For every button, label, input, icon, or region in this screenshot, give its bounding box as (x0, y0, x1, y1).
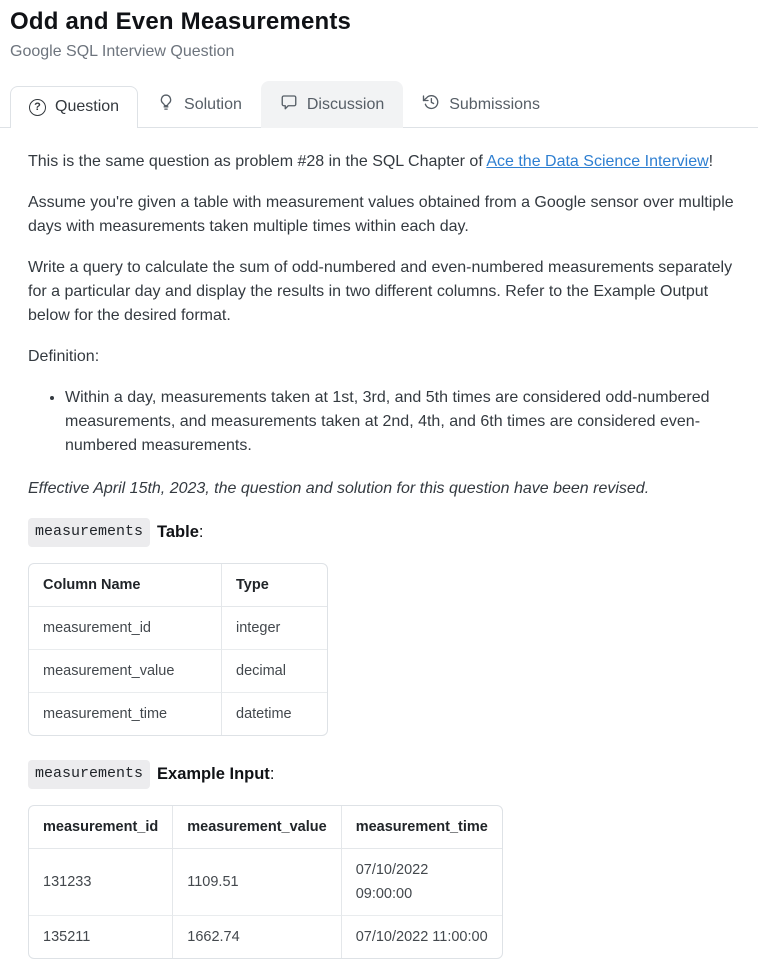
column-header: measurement_time (342, 806, 502, 849)
tab-submissions[interactable] (403, 81, 559, 128)
column-header: measurement_value (173, 806, 341, 849)
column-header: Column Name (29, 564, 222, 607)
cell-column-name: measurement_value (29, 650, 222, 693)
lightbulb-icon (157, 93, 175, 116)
cell-measurement-time: 07/10/2022 09:00:00 (342, 849, 502, 916)
table-name-code: measurements (28, 518, 150, 547)
schema-heading-label: Table (157, 523, 199, 541)
example-section-heading (28, 760, 736, 789)
definition-list (28, 386, 736, 458)
tab-solution[interactable] (138, 81, 261, 128)
context-paragraph: Assume you're given a table with measurement values obtained from a Google sensor over multiple days with measurements taken multiple times within each day. (28, 194, 734, 235)
schema-section-heading (28, 518, 736, 547)
table-row (29, 607, 327, 650)
table-row (29, 849, 502, 916)
page-title: Odd and Even Measurements (10, 8, 352, 35)
tab-discussion[interactable] (261, 81, 403, 128)
schema-table (28, 563, 328, 736)
table-row (29, 916, 502, 958)
cell-type: decimal (222, 650, 327, 693)
task-paragraph: Write a query to calculate the sum of odd-numbered and even-numbered measurements separately for a particular day and display the results in two different columns. Refer to the Example Output below for the desired format. (28, 259, 733, 324)
tab-solution-label: Solution (184, 95, 242, 113)
table-name-code: measurements (28, 760, 150, 789)
tab-submissions-label: Submissions (449, 95, 540, 113)
definition-label: Definition: (28, 348, 100, 365)
intro-paragraph (28, 150, 736, 174)
table-header-row (29, 806, 502, 849)
question-circle-icon: ? (29, 99, 46, 116)
history-icon (422, 93, 440, 116)
tab-question[interactable] (10, 86, 138, 128)
tab-question-label: Question (55, 98, 120, 115)
intro-text-suffix: ! (708, 153, 714, 170)
cell-measurement-value: 1662.74 (173, 916, 341, 958)
table-header-row (29, 564, 327, 607)
book-link[interactable]: Ace the Data Science Interview (486, 153, 709, 170)
question-panel (0, 128, 758, 959)
example-heading-label: Example Input (157, 765, 270, 783)
chat-bubble-icon (280, 93, 298, 116)
example-input-table (28, 805, 503, 959)
schema-heading-colon: : (198, 523, 204, 541)
page-header (0, 0, 758, 61)
revision-note: Effective April 15th, 2023, the question and solution for this question have been revised. (28, 480, 650, 497)
definition-item: • Within a day, measurements taken at 1st, 3rd, and 5th times are considered odd-numbered measurements, and measurements taken at 2nd, 4th, and 6th times are considered even-numbered measurements. (65, 386, 736, 458)
cell-measurement-id: 135211 (29, 916, 173, 958)
cell-column-name: measurement_time (29, 693, 222, 735)
table-row (29, 693, 327, 735)
table-row (29, 650, 327, 693)
cell-measurement-value: 1109.51 (173, 849, 341, 916)
cell-type: integer (222, 607, 327, 650)
cell-column-name: measurement_id (29, 607, 222, 650)
cell-measurement-id: 131233 (29, 849, 173, 916)
cell-type: datetime (236, 706, 292, 722)
column-header: Type (222, 564, 327, 607)
tab-discussion-label: Discussion (306, 95, 385, 113)
tab-bar (0, 81, 758, 128)
cell-measurement-time: 07/10/2022 11:00:00 (355, 929, 488, 945)
page-subtitle: Google SQL Interview Question (10, 43, 235, 60)
intro-text-prefix: This is the same question as problem #28 in the SQL Chapter of (28, 153, 487, 170)
column-header: measurement_id (29, 806, 173, 849)
example-heading-colon: : (269, 765, 275, 783)
